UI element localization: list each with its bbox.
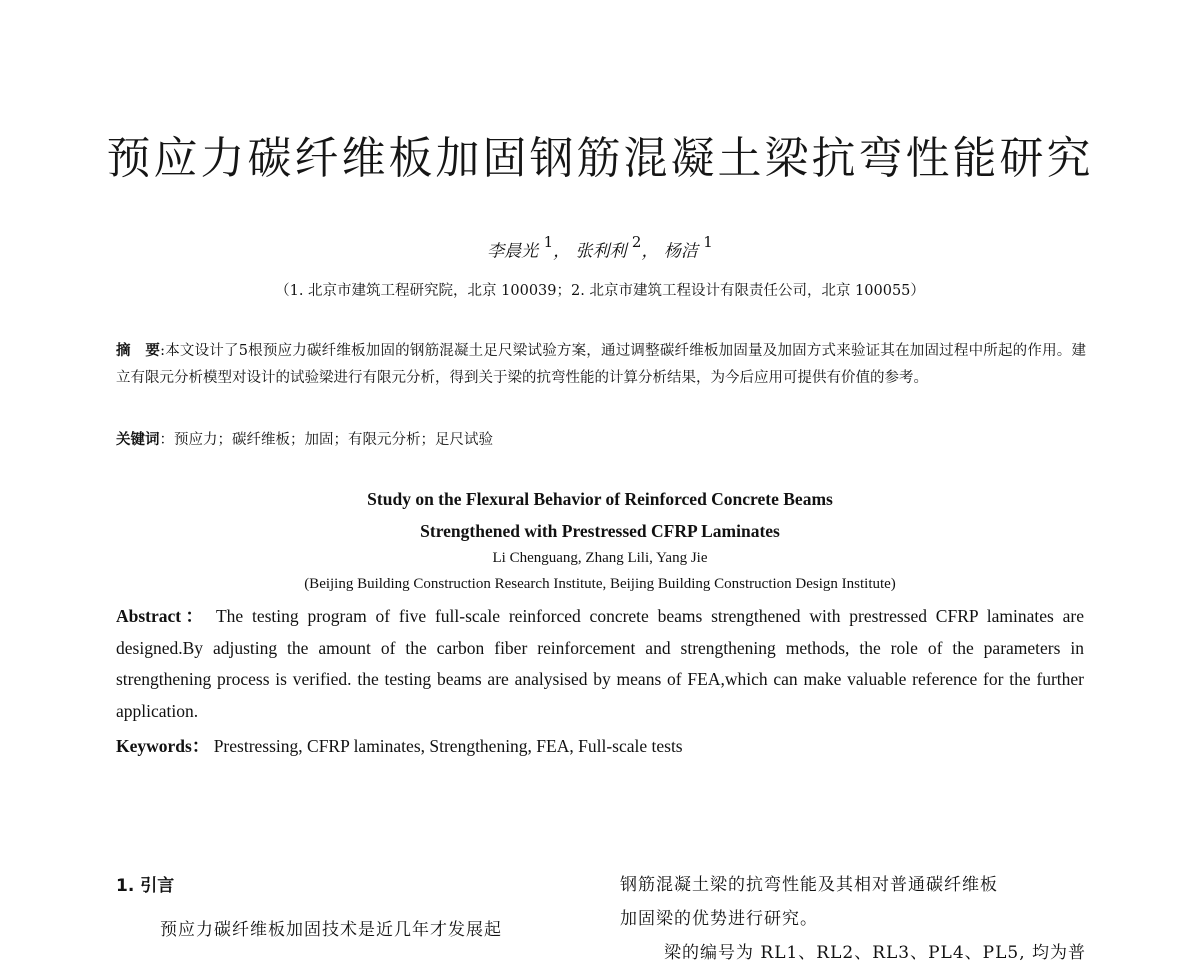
english-abstract (116, 601, 1084, 727)
english-abstract-text: The testing program of five full-scale reinforced concrete beams strengthened with prestressed CFRP laminates are designed.By adjusting the amount of the carbon fiber reinforcement and strengthening methods, the role of the parameters in strengthening process is verified. the testing beams are analysised by means of FEA,which can make valuable reference for the further application. (116, 606, 1084, 721)
author-separator: ， (553, 241, 571, 262)
section-1-heading: 1. 引言 (116, 876, 175, 896)
author-separator: ， (641, 241, 659, 262)
right-column-line-2: 加固梁的优势进行研究。 (620, 909, 818, 929)
left-column-text: 预应力碳纤维板加固技术是近几年才发展起 (160, 920, 502, 940)
english-authors: Li Chenguang, Zhang Lili, Yang Jie (492, 550, 708, 566)
chinese-keywords-text: ：预应力；碳纤维板；加固；有限元分析；足尺试验 (159, 432, 493, 448)
right-column-line-3: 梁的编号为 RL1、RL2、RL3、PL4、PL5, 均为普 (664, 943, 1087, 963)
english-keywords (116, 733, 683, 758)
english-keywords-text: Prestressing, CFRP laminates, Strengthening, FEA, Full-scale tests (213, 736, 683, 756)
chinese-title: 预应力碳纤维板加固钢筋混凝土梁抗弯性能研究 (106, 133, 1094, 184)
chinese-authors (0, 233, 1200, 262)
chinese-keywords (116, 428, 493, 449)
author-1-affil-mark: 1 (543, 233, 554, 251)
english-affiliation: (Beijing Building Construction Research Institute, Beijing Building Construction Design Institute) (304, 576, 896, 592)
chinese-affiliation: （1. 北京市建筑工程研究院，北京 100039；2. 北京市建筑工程设计有限责任公司，北京 100055） (275, 283, 925, 299)
author-2: 张利利 (575, 241, 627, 262)
chinese-abstract-label: 摘 要 (116, 343, 161, 359)
english-title-line-1: Study on the Flexural Behavior of Reinforced Concrete Beams (367, 489, 833, 509)
english-title-line-2: Strengthened with Prestressed CFRP Laminates (420, 521, 780, 541)
chinese-keywords-label: 关键词 (116, 432, 160, 448)
english-abstract-label: Abstract： (116, 606, 208, 626)
chinese-abstract-text: :本文设计了5根预应力碳纤维板加固的钢筋混凝土足尺梁试验方案，通过调整碳纤维板加固量及加固方式来验证其在加固过程中所起的作用。建立有限元分析模型对设计的试验梁进行有限元分析，得到关于梁的抗弯性能的计算分析结果，为今后应用可提供有价值的参考。 (116, 343, 1086, 386)
author-3: 杨洁 (663, 241, 698, 262)
author-3-affil-mark: 1 (703, 233, 713, 251)
author-2-affil-mark: 2 (631, 233, 642, 251)
author-1: 李晨光 (487, 241, 539, 262)
right-column-text (620, 868, 1086, 970)
english-keywords-label: Keywords： (116, 736, 210, 756)
chinese-abstract (116, 338, 1086, 392)
right-column-line-1: 钢筋混凝土梁的抗弯性能及其相对普通碳纤维板 (620, 875, 998, 895)
